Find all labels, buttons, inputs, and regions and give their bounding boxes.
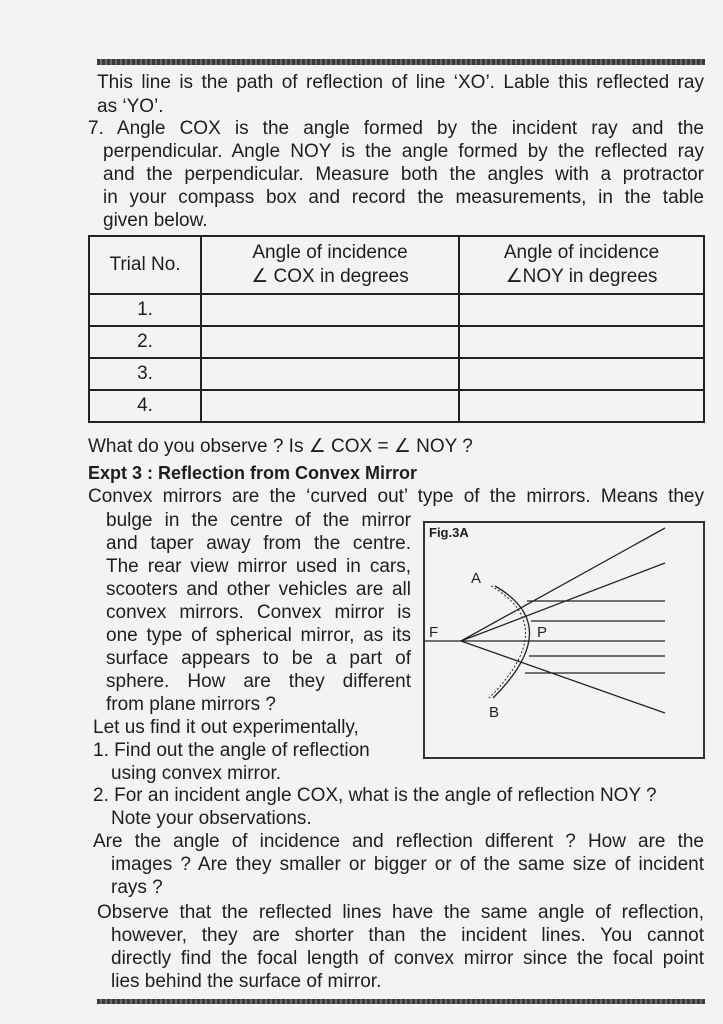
text-line: sphere. How are they different <box>106 671 411 692</box>
text-line: images ? Are they smaller or bigger or of the same size of incident <box>111 854 704 875</box>
question-line: What do you observe ? Is ∠ COX = ∠ NOY ? <box>88 436 473 457</box>
text-line: and taper away from the centre. <box>106 533 411 554</box>
text-line: one type of spherical mirror, as its <box>106 625 411 646</box>
text-line: however, they are shorter than the incident lines. You cannot <box>111 925 704 946</box>
text-line: and the perpendicular. Measure both the angles with a protractor <box>103 164 704 185</box>
table-header-row <box>89 236 704 294</box>
table-cell <box>459 390 704 422</box>
header-line: Angle of incidence <box>252 242 408 263</box>
table-cell <box>201 358 459 390</box>
section-heading: Expt 3 : Reflection from Convex Mirror <box>88 463 418 483</box>
text-line: rays ? <box>111 877 163 898</box>
text-line: perpendicular. Angle NOY is the angle formed by the reflected ray <box>103 141 704 162</box>
text-line: in your compass box and record the measurements, in the table <box>103 187 704 208</box>
mirror-back-hatching <box>489 586 526 698</box>
list-item-1: 1. Find out the angle of reflection <box>93 740 370 761</box>
header-line: Angle of incidence <box>503 242 660 263</box>
header-angle-cox <box>201 236 459 294</box>
trial-number: 1. <box>89 294 201 326</box>
figure-3a <box>423 521 705 759</box>
text-line: This line is the path of reflection of line ‘XO’. Lable this reflected ray <box>97 72 704 93</box>
text-line: directly find the focal length of convex mirror since the focal point <box>111 948 704 969</box>
text-line: convex mirrors. Convex mirror is <box>106 602 411 623</box>
text-line: lies behind the surface of mirror. <box>111 971 382 992</box>
text-line: from plane mirrors ? <box>106 694 276 715</box>
table-cell <box>459 294 704 326</box>
header-trial-no: Trial No. <box>89 236 201 294</box>
trial-number: 4. <box>89 390 201 422</box>
text-line: The rear view mirror used in cars, <box>106 556 411 577</box>
text-line: Are the angle of incidence and reflection different ? How are the <box>93 831 704 852</box>
text-line: Note your observations. <box>111 808 312 829</box>
header-line: ∠NOY in degrees <box>505 266 658 287</box>
text-line: Observe that the reflected lines have the same angle of reflection, <box>97 902 704 923</box>
convex-mirror-diagram <box>425 523 705 759</box>
table-row <box>89 294 704 326</box>
text-line: Convex mirrors are the ‘curved out’ type of the mirrors. Means they <box>88 486 704 507</box>
figure-title: Fig.3A <box>429 525 469 540</box>
table-cell <box>201 294 459 326</box>
header-angle-noy <box>459 236 704 294</box>
reflected-ray-extension <box>461 641 665 713</box>
bottom-rule <box>97 999 705 1004</box>
text-line: using convex mirror. <box>111 763 282 784</box>
list-item-2: 2. For an incident angle COX, what is the angle of reflection NOY ? <box>93 785 657 806</box>
reflected-ray-extension <box>461 528 665 641</box>
label-a: A <box>471 570 482 587</box>
reflected-ray-extension <box>461 563 665 641</box>
table-row <box>89 358 704 390</box>
trial-number: 3. <box>89 358 201 390</box>
table-cell <box>459 326 704 358</box>
top-rule <box>97 59 705 65</box>
list-item-7: 7. Angle COX is the angle formed by the incident ray and the <box>88 118 704 139</box>
observation-table <box>88 235 705 423</box>
label-b: B <box>489 704 500 721</box>
table-cell <box>459 358 704 390</box>
text-line: surface appears to be a part of <box>106 648 411 669</box>
table-cell <box>201 390 459 422</box>
convex-mirror-arc <box>493 586 530 698</box>
text-line: Let us find it out experimentally, <box>93 717 359 738</box>
table-row <box>89 326 704 358</box>
text-line: bulge in the centre of the mirror <box>106 510 411 531</box>
header-line: ∠ COX in degrees <box>251 266 409 287</box>
label-f: F <box>429 624 439 641</box>
text-line: given below. <box>103 210 208 231</box>
table-cell <box>201 326 459 358</box>
text-line: scooters and other vehicles are all <box>106 579 411 600</box>
text-line: as ‘YO’. <box>97 96 164 117</box>
trial-number: 2. <box>89 326 201 358</box>
label-p: P <box>537 624 548 641</box>
table-row <box>89 390 704 422</box>
